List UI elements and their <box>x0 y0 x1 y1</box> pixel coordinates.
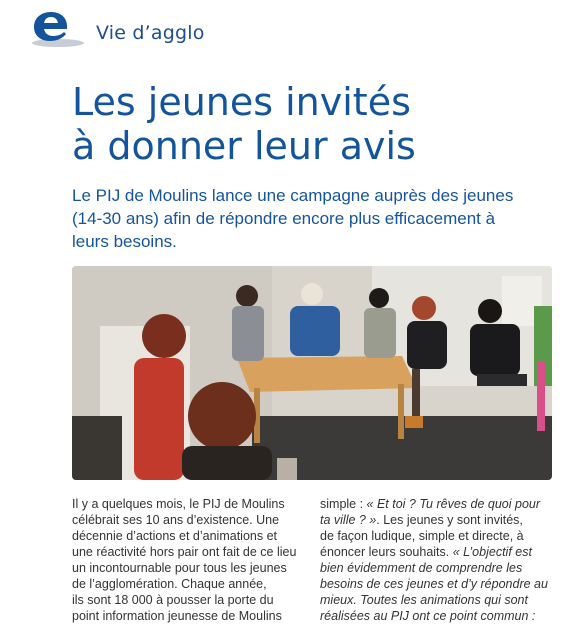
article-lede <box>72 184 542 253</box>
e-logo-icon <box>28 8 84 48</box>
lede-line: Le PIJ de Moulins lance une campagne auprès des jeunes <box>72 186 514 205</box>
body-line: de façon ludique, simple et directe, à <box>320 529 524 543</box>
quote-line: réalisées au PIJ ont ce point commun : <box>320 609 536 623</box>
header <box>0 0 566 64</box>
body-text: énoncer leurs souhaits. <box>320 545 453 559</box>
body-line: Il y a quelques mois, le PIJ de Moulins <box>72 497 285 511</box>
body-text: simple : <box>320 497 367 511</box>
quote-text: « L’objectif est <box>452 545 532 559</box>
body-line: un incontournable pour tous les jeunes <box>72 561 287 575</box>
body-line: point information jeunesse de Moulins <box>72 609 282 623</box>
body-column-left <box>72 496 304 623</box>
article-title <box>72 80 542 168</box>
group-meeting-photo <box>72 266 552 480</box>
body-text: . Les jeunes y sont invités, <box>376 513 523 527</box>
lede-line: (14-30 ans) afin de répondre encore plus efficacement à <box>72 209 496 228</box>
body-line: une réactivité hors pair ont fait de ce lieu <box>72 545 297 559</box>
body-line: ils sont 18 000 à pousser la porte du <box>72 593 274 607</box>
section-label: Vie d’agglo <box>96 22 205 44</box>
body-line: célébrait ses 10 ans d’existence. Une <box>72 513 280 527</box>
quote-text: « Et toi ? Tu rêves de quoi pour <box>366 497 541 511</box>
title-line: Les jeunes invités <box>72 80 411 124</box>
quote-line: mieux. Toutes les animations qui sont <box>320 593 528 607</box>
body-column-right <box>320 496 552 623</box>
quote-text: ta ville ? » <box>320 513 377 527</box>
lede-line: leurs besoins. <box>72 232 177 251</box>
body-line: décennie d’actions et d’animations et <box>72 529 277 543</box>
quote-line: bien évidemment de comprendre les <box>320 561 523 575</box>
quote-line: besoins de ces jeunes et d’y répondre au <box>320 577 548 591</box>
article-body <box>72 496 552 623</box>
body-line: de l’agglomération. Chaque année, <box>72 577 267 591</box>
title-line: à donner leur avis <box>72 124 416 168</box>
